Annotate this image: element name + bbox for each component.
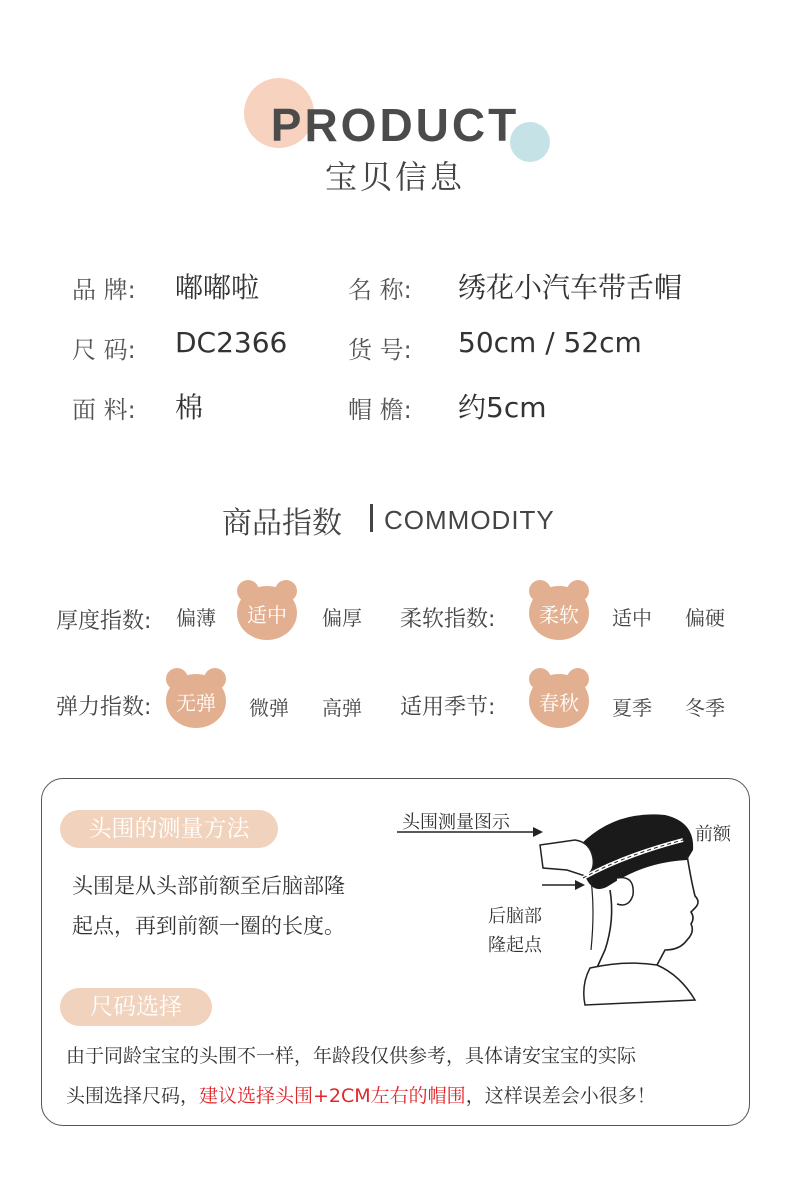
- commodity-divider: [370, 504, 373, 532]
- softness-selected-option: 柔软: [539, 603, 579, 627]
- elasticity-option: 高弹: [322, 696, 362, 720]
- season-selected-bear: [527, 668, 591, 732]
- softness-option: 适中: [612, 606, 652, 630]
- thickness-index-label: 厚度指数:: [56, 609, 152, 634]
- season-selected-option: 春秋: [539, 691, 579, 715]
- thickness-option: 偏薄: [176, 606, 216, 630]
- size-recommendation-highlight: 建议选择头围+2CM左右的帽围: [199, 1085, 466, 1107]
- head-measure-illustration: [395, 800, 715, 1010]
- size-label: 尺 码:: [72, 336, 136, 364]
- item-no-value: 50cm / 52cm: [458, 326, 642, 359]
- name-value: 绣花小汽车带舌帽: [458, 271, 683, 304]
- size-title-pill: 尺码选择: [60, 988, 212, 1026]
- brand-label: 品 牌:: [72, 276, 136, 304]
- size-value: DC2366: [175, 326, 288, 359]
- season-option: 夏季: [612, 696, 652, 720]
- material-value: 棉: [175, 391, 204, 424]
- elasticity-index-label: 弹力指数:: [56, 695, 152, 720]
- size-text-line2: [66, 1076, 656, 1116]
- season-index-label: 适用季节:: [400, 695, 496, 720]
- brim-label: 帽 檐:: [348, 396, 412, 424]
- thickness-selected-option: 适中: [247, 603, 287, 627]
- size-text-line1: 由于同龄宝宝的头围不一样，年龄段仅供参考，具体请安宝宝的实际: [66, 1045, 637, 1067]
- softness-index-label: 柔软指数:: [400, 607, 496, 632]
- thickness-option: 偏厚: [322, 606, 362, 630]
- size-text-line2-start: 头围选择尺码，: [66, 1085, 200, 1107]
- commodity-title-cn: 商品指数: [222, 506, 342, 541]
- commodity-title-en: COMMODITY: [384, 505, 555, 535]
- thickness-selected-bear: [235, 580, 299, 644]
- label-back-line2: 隆起点: [488, 935, 542, 956]
- brim-value: 约5cm: [458, 391, 547, 424]
- name-label: 名 称:: [348, 276, 412, 304]
- material-label: 面 料:: [72, 396, 136, 424]
- elasticity-selected-option: 无弹: [176, 691, 216, 715]
- label-back-line1: 后脑部: [488, 906, 542, 927]
- method-text-line2: 起点，再到前额一圈的长度。: [72, 914, 345, 938]
- page-title-cn: 宝贝信息: [324, 158, 465, 196]
- elasticity-option: 微弹: [249, 696, 289, 720]
- softness-option: 偏硬: [685, 606, 725, 630]
- diagram-title: 头围测量图示: [402, 812, 510, 833]
- method-title-pill: 头围的测量方法: [60, 810, 278, 848]
- label-forehead: 前额: [695, 824, 731, 845]
- elasticity-selected-bear: [164, 668, 228, 732]
- softness-selected-bear: [527, 580, 591, 644]
- season-option: 冬季: [685, 696, 725, 720]
- size-text-line2-end: ，这样误差会小很多！: [465, 1085, 656, 1107]
- brand-value: 嘟嘟啦: [175, 271, 260, 304]
- item-no-label: 货 号:: [348, 336, 412, 364]
- page-title-en: PRODUCT: [270, 99, 520, 151]
- method-text-line1: 头围是从头部前额至后脑部隆: [72, 874, 345, 898]
